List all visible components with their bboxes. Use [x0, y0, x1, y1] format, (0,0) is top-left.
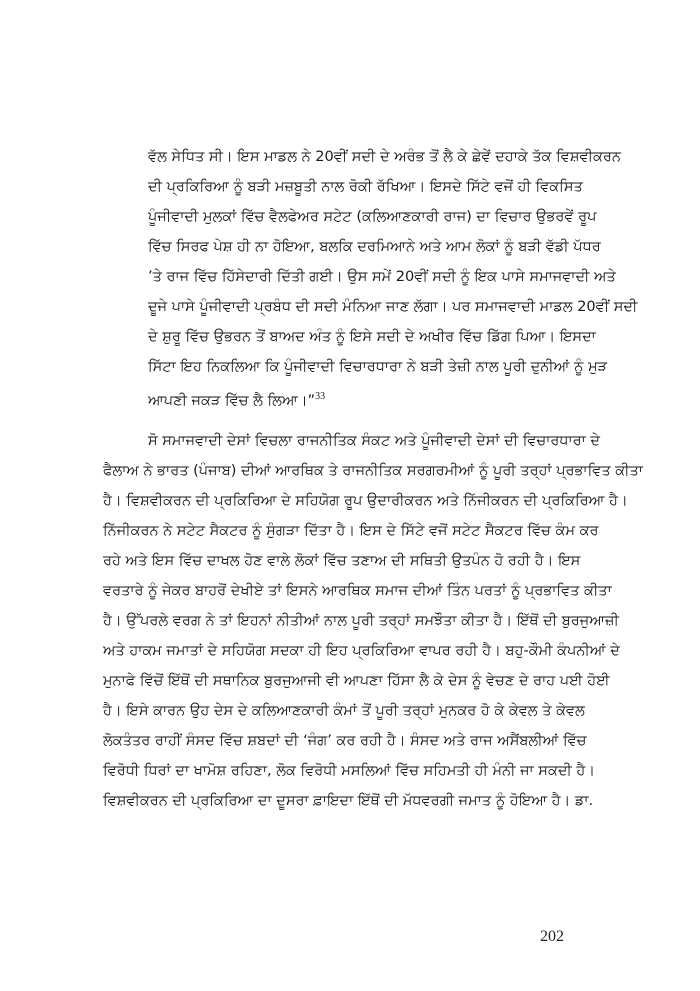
paragraph-line: ਵਿਸ਼ਵੀਕਰਨ ਦੀ ਪ੍ਰਕਿਰਿਆ ਦਾ ਦੂਸਰਾ ਫ਼ਾਇਦਾ ਇੱਥੋਂ ਦੀ ਮੱਧਵਰਗੀ ਜਮਾਤ ਨੂੰ ਹੋਇਆ ਹੈ। ਡਾ.: [103, 793, 594, 809]
paragraph-line: ਅਤੇ ਹਾਕਮ ਜਮਾਤਾਂ ਦੇ ਸਹਿਯੋਗ ਸਦਕਾ ਹੀ ਇਹ ਪ੍ਰਕਿਰਿਆ ਵਾਪਰ ਰਹੀ ਹੈ। ਬਹੁ-ਕੌਮੀ ਕੰਪਨੀਆਂ ਦੇ: [103, 643, 620, 659]
paragraph-line: ਹੈ। ਵਿਸ਼ਵੀਕਰਨ ਦੀ ਪ੍ਰਕਿਰਿਆ ਦੇ ਸਹਿਯੋਗ ਰੂਪ ਉਦਾਰੀਕਰਨ ਅਤੇ ਨਿੱਜੀਕਰਨ ਦੀ ਪ੍ਰਕਿਰਿਆ ਹੈ।: [103, 493, 628, 509]
paragraph-line: ਨਿੱਜੀਕਰਨ ਨੇ ਸਟੇਟ ਸੈਕਟਰ ਨੂੰ ਸੁੰਗੜਾ ਦਿੱਤਾ ਹੈ। ਇਸ ਦੇ ਸਿੱਟੇ ਵਜੋਂ ਸਟੇਟ ਸੈਕਟਰ ਵਿੱਚ ਕੰਮ ਕਰ: [103, 523, 599, 539]
paragraph-line: ਵਰਤਾਰੇ ਨੂੰ ਜੇਕਰ ਬਾਹਰੋਂ ਦੇਖੀਏ ਤਾਂ ਇਸਨੇ ਆਰਥਿਕ ਸਮਾਜ ਦੀਆਂ ਤਿੰਨ ਪਰਤਾਂ ਨੂੰ ਪ੍ਰਭਾਵਿਤ ਕੀਤਾ: [103, 583, 612, 599]
footnote-reference: 33: [315, 391, 326, 402]
page-number: 202: [540, 928, 564, 945]
quote-line: ਦੇ ਸ਼ੁਰੂ ਵਿੱਚ ਉਭਰਨ ਤੋਂ ਬਾਅਦ ਅੰਤ ਨੂੰ ਇਸੇ ਸਦੀ ਦੇ ਅਖੀਰ ਵਿੱਚ ਡਿੱਗ ਪਿਆ। ਇਸਦਾ: [148, 329, 596, 345]
paragraph-line: ਰਹੇ ਅਤੇ ਇਸ ਵਿੱਚ ਦਾਖਲ ਹੋਣ ਵਾਲੇ ਲੋਕਾਂ ਵਿੱਚ ਤਣਾਅ ਦੀ ਸਥਿਤੀ ਉਤਪੰਨ ਹੋ ਰਹੀ ਹੈ। ਇਸ: [103, 553, 581, 569]
quote-line: ਵਿੱਚ ਸਿਰਫ ਪੇਸ਼ ਹੀ ਨਾ ਹੋਇਆ, ਬਲਕਿ ਦਰਮਿਆਨੇ ਅਤੇ ਆਮ ਲੋਕਾਂ ਨੂੰ ਬੜੀ ਵੱਡੀ ਪੱਧਰ: [148, 239, 601, 255]
paragraph-line: ਹੈ। ਉੱਪਰਲੇ ਵਰਗ ਨੇ ਤਾਂ ਇਹਨਾਂ ਨੀਤੀਆਂ ਨਾਲ ਪੂਰੀ ਤਰ੍ਹਾਂ ਸਮਝੌਤਾ ਕੀਤਾ ਹੈ। ਇੱਥੋਂ ਦੀ ਬੁਰਜੁਆਜ਼ੀ: [103, 613, 619, 629]
quote-line: ਵੱਲ ਸੇਧਿਤ ਸੀ। ਇਸ ਮਾਡਲ ਨੇ 20ਵੀਂ ਸਦੀ ਦੇ ਅਰੰਭ ਤੋਂ ਲੈ ਕੇ ਛੇਵੇਂ ਦਹਾਕੇ ਤੱਕ ਵਿਸ਼ਵੀਕਰਨ: [148, 149, 621, 165]
paragraph-line: ਹੈ। ਇਸੇ ਕਾਰਨ ਉਹ ਦੇਸ ਦੇ ਕਲਿਆਣਕਾਰੀ ਕੰਮਾਂ ਤੋਂ ਪੂਰੀ ਤਰ੍ਹਾਂ ਮੁਨਕਰ ਹੋ ਕੇ ਕੇਵਲ ਤੇ ਕੇਵਲ: [103, 703, 585, 719]
quote-line-text: ਆਪਣੀ ਜਕੜ ਵਿੱਚ ਲੈ ਲਿਆ।”: [148, 393, 316, 409]
quote-line: ਦੂਜੇ ਪਾਸੇ ਪੂੰਜੀਵਾਦੀ ਪ੍ਰਬੰਧ ਦੀ ਸਦੀ ਮੰਨਿਆ ਜਾਣ ਲੱਗਾ। ਪਰ ਸਮਾਜਵਾਦੀ ਮਾਡਲ 20ਵੀਂ ਸਦੀ: [148, 299, 638, 315]
paragraph-line: ਮੁਨਾਫੇ ਵਿੱਚੋਂ ਇੱਥੋਂ ਦੀ ਸਥਾਨਿਕ ਬੁਰਜੁਆਜੀ ਵੀ ਆਪਣਾ ਹਿੱਸਾ ਲੈ ਕੇ ਦੇਸ ਨੂੰ ਵੇਚਣ ਦੇ ਰਾਹ ਪਈ ਹੋਈ: [103, 673, 610, 689]
quote-line: ’ਤੇ ਰਾਜ ਵਿੱਚ ਹਿੱਸੇਦਾਰੀ ਦਿੱਤੀ ਗਈ। ਉਸ ਸਮੇਂ 20ਵੀਂ ਸਦੀ ਨੂੰ ਇਕ ਪਾਸੇ ਸਮਾਜਵਾਦੀ ਅਤੇ: [148, 269, 616, 285]
quote-line: ਪੂੰਜੀਵਾਦੀ ਮੁਲਕਾਂ ਵਿੱਚ ਵੈਲਫੇਅਰ ਸਟੇਟ (ਕਲਿਆਣਕਾਰੀ ਰਾਜ) ਦਾ ਵਿਚਾਰ ਉਭਰਵੇਂ ਰੂਪ: [148, 209, 597, 225]
quote-line: ਦੀ ਪ੍ਰਕਿਰਿਆ ਨੂੰ ਬੜੀ ਮਜ਼ਬੂਤੀ ਨਾਲ ਰੋਕੀ ਰੱਖਿਆ। ਇਸਦੇ ਸਿੱਟੇ ਵਜੋਂ ਹੀ ਵਿਕਸਿਤ: [148, 179, 583, 195]
paragraph-line: ਸੋ ਸਮਾਜਵਾਦੀ ਦੇਸਾਂ ਵਿਚਲਾ ਰਾਜਨੀਤਿਕ ਸੰਕਟ ਅਤੇ ਪੂੰਜੀਵਾਦੀ ਦੇਸਾਂ ਦੀ ਵਿਚਾਰਧਾਰਾ ਦੇ: [148, 433, 601, 449]
quote-line-last: [148, 387, 568, 411]
quote-line: ਸਿੱਟਾ ਇਹ ਨਿਕਲਿਆ ਕਿ ਪੂੰਜੀਵਾਦੀ ਵਿਚਾਰਧਾਰਾ ਨੇ ਬੜੀ ਤੇਜ਼ੀ ਨਾਲ ਪੂਰੀ ਦੁਨੀਆਂ ਨੂੰ ਮੁੜ: [148, 359, 608, 375]
paragraph-line: ਵਿਰੋਧੀ ਧਿਰਾਂ ਦਾ ਖਾਮੋਸ਼ ਰਹਿਣਾ, ਲੋਕ ਵਿਰੋਧੀ ਮਸਲਿਆਂ ਵਿੱਚ ਸਹਿਮਤੀ ਹੀ ਮੰਨੀ ਜਾ ਸਕਦੀ ਹੈ।: [103, 763, 596, 779]
paragraph-line: ਫੈਲਾਅ ਨੇ ਭਾਰਤ (ਪੰਜਾਬ) ਦੀਆਂ ਆਰਥਿਕ ਤੇ ਰਾਜਨੀਤਿਕ ਸਰਗਰਮੀਆਂ ਨੂੰ ਪੂਰੀ ਤਰ੍ਹਾਂ ਪ੍ਰਭਾਵਿਤ ਕੀਤਾ: [103, 463, 643, 479]
paragraph-line: ਲੋਕਤੰਤਰ ਰਾਹੀਂ ਸੰਸਦ ਵਿੱਚ ਸ਼ਬਦਾਂ ਦੀ ‘ਜੰਗ’ ਕਰ ਰਹੀ ਹੈ। ਸੰਸਦ ਅਤੇ ਰਾਜ ਅਸੈਂਬਲੀਆਂ ਵਿੱਚ: [103, 733, 587, 749]
